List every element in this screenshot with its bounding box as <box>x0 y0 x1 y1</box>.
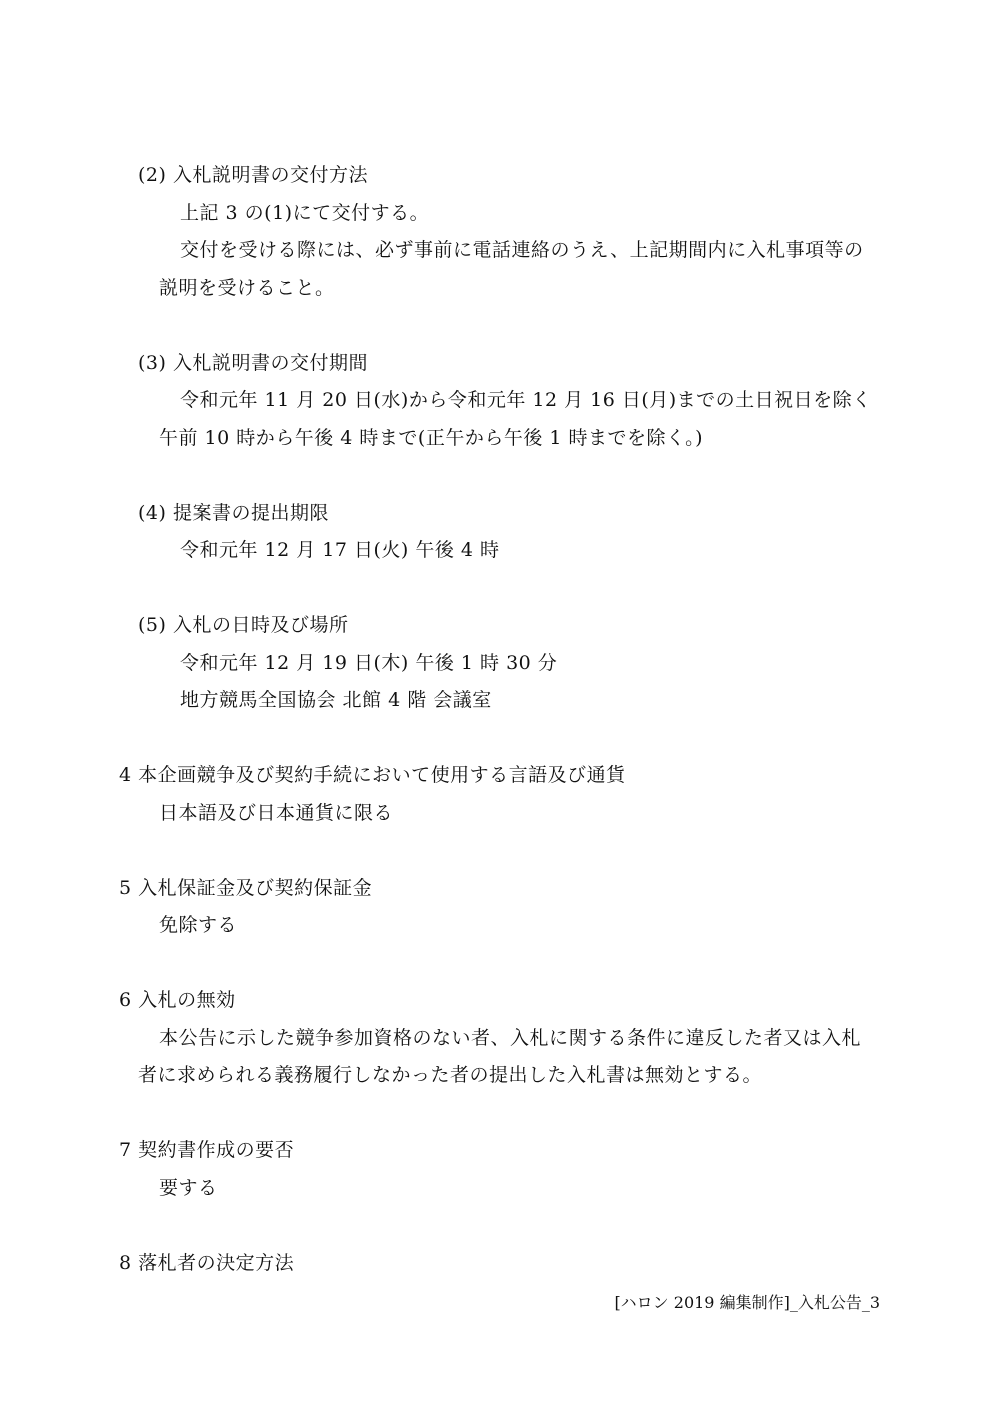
section-3-2-text: 説明を受けること。 <box>159 277 335 299</box>
section-4-heading: 4 本企画競争及び契約手続において使用する言語及び通貨 <box>119 764 626 786</box>
section-3-2-text: 上記 3 の(1)にて交付する。 <box>180 202 430 224</box>
section-3-3-heading: (3) 入札説明書の交付期間 <box>138 352 368 374</box>
section-3-5-text: 地方競馬全国協会 北館 4 階 会議室 <box>180 689 492 711</box>
page-footer: [ハロン 2019 編集制作]_入札公告_3 <box>614 1293 880 1312</box>
section-5-text: 免除する <box>159 914 238 936</box>
section-3-3-text: 令和元年 11 月 20 日(水)から令和元年 12 月 16 日(月)までの土日祝日を除く <box>180 389 872 411</box>
section-3-3-text: 午前 10 時から午後 4 時まで(正午から午後 1 時までを除く。) <box>159 427 704 449</box>
section-3-2-text: 交付を受ける際には、必ず事前に電話連絡のうえ、上記期間内に入札事項等の <box>180 239 864 261</box>
section-3-5-text: 令和元年 12 月 19 日(木) 午後 1 時 30 分 <box>180 652 558 674</box>
section-5-heading: 5 入札保証金及び契約保証金 <box>119 877 373 899</box>
section-6-text: 者に求められる義務履行しなかった者の提出した入札書は無効とする。 <box>138 1064 763 1086</box>
section-6-heading: 6 入札の無効 <box>119 989 236 1011</box>
section-4-text: 日本語及び日本通貨に限る <box>159 802 394 824</box>
section-6-text: 本公告に示した競争参加資格のない者、入札に関する条件に違反した者又は入札 <box>159 1027 862 1049</box>
section-3-2-heading: (2) 入札説明書の交付方法 <box>138 164 368 186</box>
section-8-heading: 8 落札者の決定方法 <box>119 1252 295 1274</box>
section-3-4-text: 令和元年 12 月 17 日(火) 午後 4 時 <box>180 539 500 561</box>
section-7-text: 要する <box>159 1177 218 1199</box>
section-7-heading: 7 契約書作成の要否 <box>119 1139 295 1161</box>
section-3-5-heading: (5) 入札の日時及び場所 <box>138 614 349 636</box>
section-3-4-heading: (4) 提案書の提出期限 <box>138 502 329 524</box>
